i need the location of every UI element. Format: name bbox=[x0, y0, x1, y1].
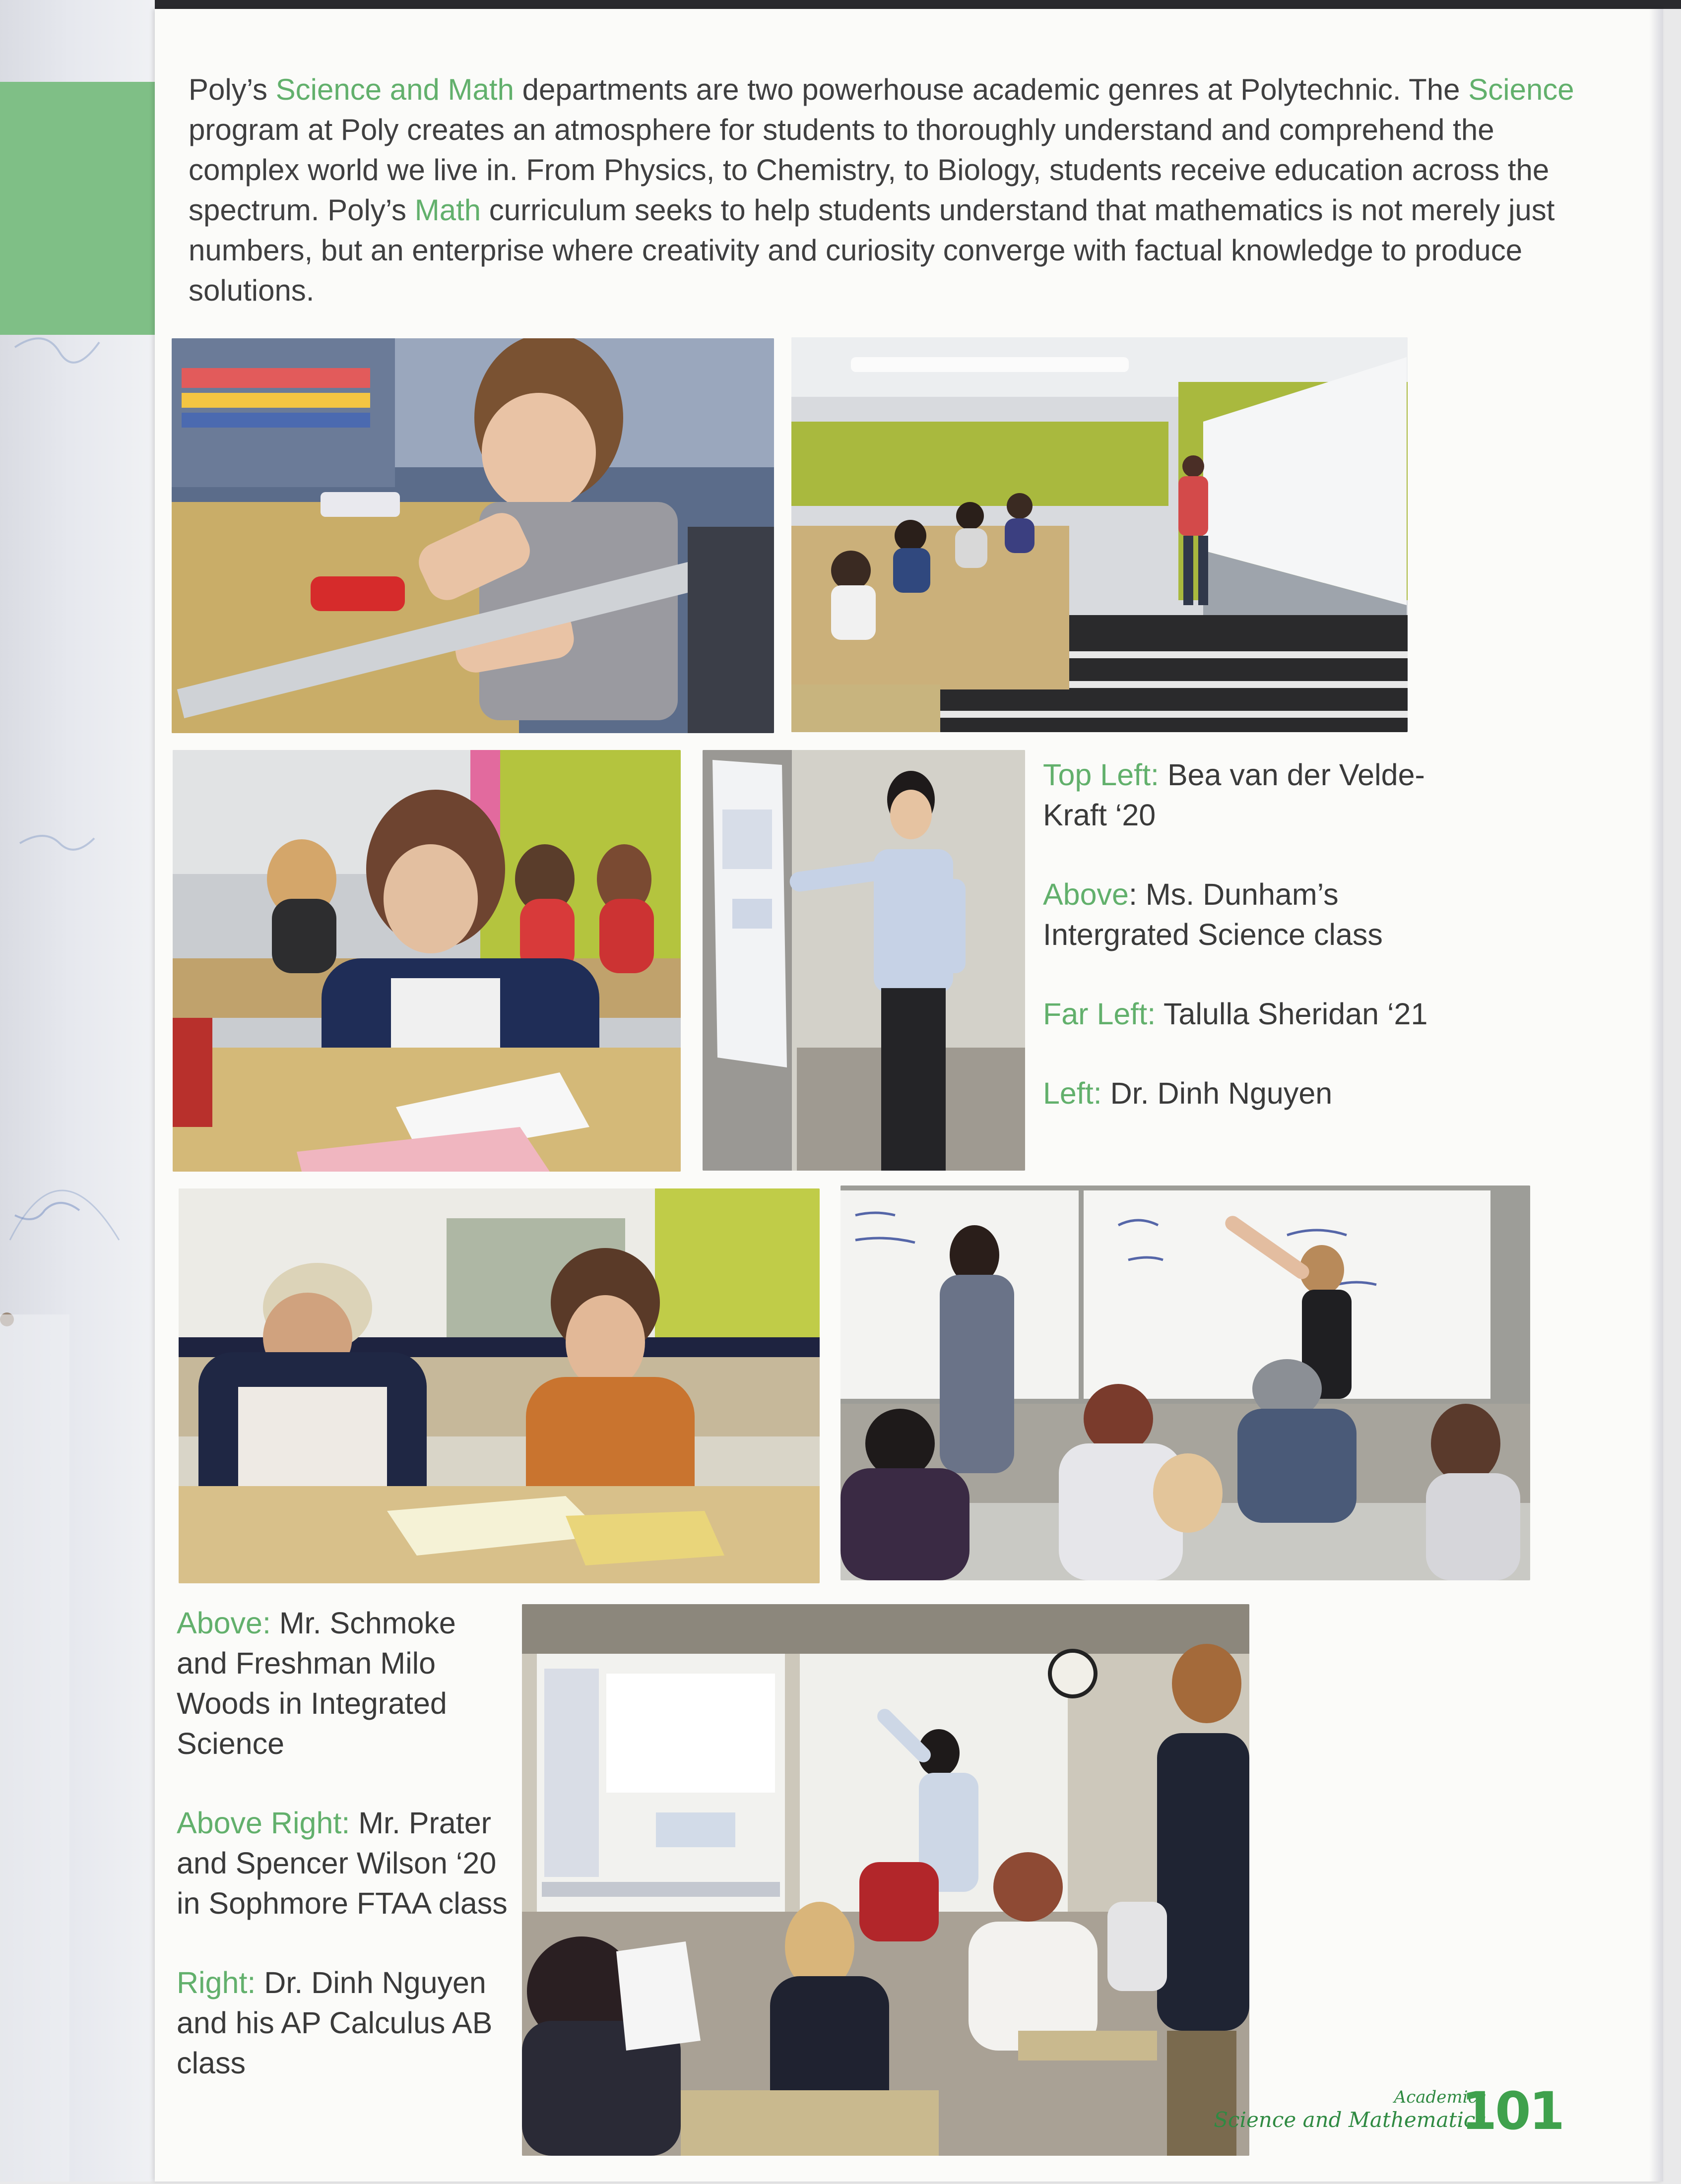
keyword-science-and-math: Science and Math bbox=[275, 73, 514, 106]
photo-whiteboard-presentation bbox=[840, 1186, 1530, 1580]
caption-top-left: Top Left: Bea van der Velde-Kraft ‘20 bbox=[1043, 758, 1425, 832]
intro-paragraph: Poly’s Science and Math departments are two powerhouse academic genres at Polytechnic. The Science program at Poly creates an atmosphere for students to thoroughly understand and comprehend the complex world we live in. From Physics, to Chemistry, to Biology, students receive education across the spectrum. Poly’s Math curriculum seeks to help students understand that mathematics is not merely just numbers, but an enterprise where creativity and curiosity converge with factual knowledge to produce solutions. bbox=[189, 73, 1574, 307]
keyword-math: Math bbox=[414, 193, 481, 227]
caption-above-schmoke: Above: Mr. Schmoke and Freshman Milo Woods in Integrated Science bbox=[177, 1606, 456, 1760]
captions-left-column bbox=[177, 1603, 514, 2083]
page-edge bbox=[1649, 9, 1663, 2182]
folio-section: Academics bbox=[1394, 2087, 1486, 2107]
page-folio bbox=[1214, 2081, 1568, 2145]
caption-right: Right: Dr. Dinh Nguyen and his AP Calculus AB class bbox=[177, 1966, 493, 2080]
folio-subsection: Science and Mathematics bbox=[1214, 2108, 1486, 2132]
page-number: 101 bbox=[1461, 2081, 1563, 2141]
photo-teacher-student-table bbox=[179, 1188, 820, 1583]
scan-top-edge bbox=[0, 0, 1681, 9]
photo-student-toy-car bbox=[172, 338, 774, 733]
photo-integrated-science-class bbox=[791, 337, 1408, 732]
photo-teacher-whiteboard bbox=[703, 750, 1025, 1171]
keyword-science: Science bbox=[1468, 73, 1574, 106]
section-color-tab bbox=[0, 82, 156, 335]
caption-above: Above: Ms. Dunham’s Intergrated Science class bbox=[1043, 877, 1383, 951]
captions-right-column bbox=[1043, 755, 1440, 1114]
photo-student-writing bbox=[173, 750, 681, 1172]
caption-above-right: Above Right: Mr. Prater and Spencer Wilson ‘20 in Sophmore FTAA class bbox=[177, 1806, 508, 1920]
photo-calculus-class bbox=[522, 1604, 1249, 2156]
caption-left: Left: Dr. Dinh Nguyen bbox=[1043, 1076, 1333, 1110]
caption-far-left: Far Left: Talulla Sheridan ‘21 bbox=[1043, 997, 1428, 1031]
